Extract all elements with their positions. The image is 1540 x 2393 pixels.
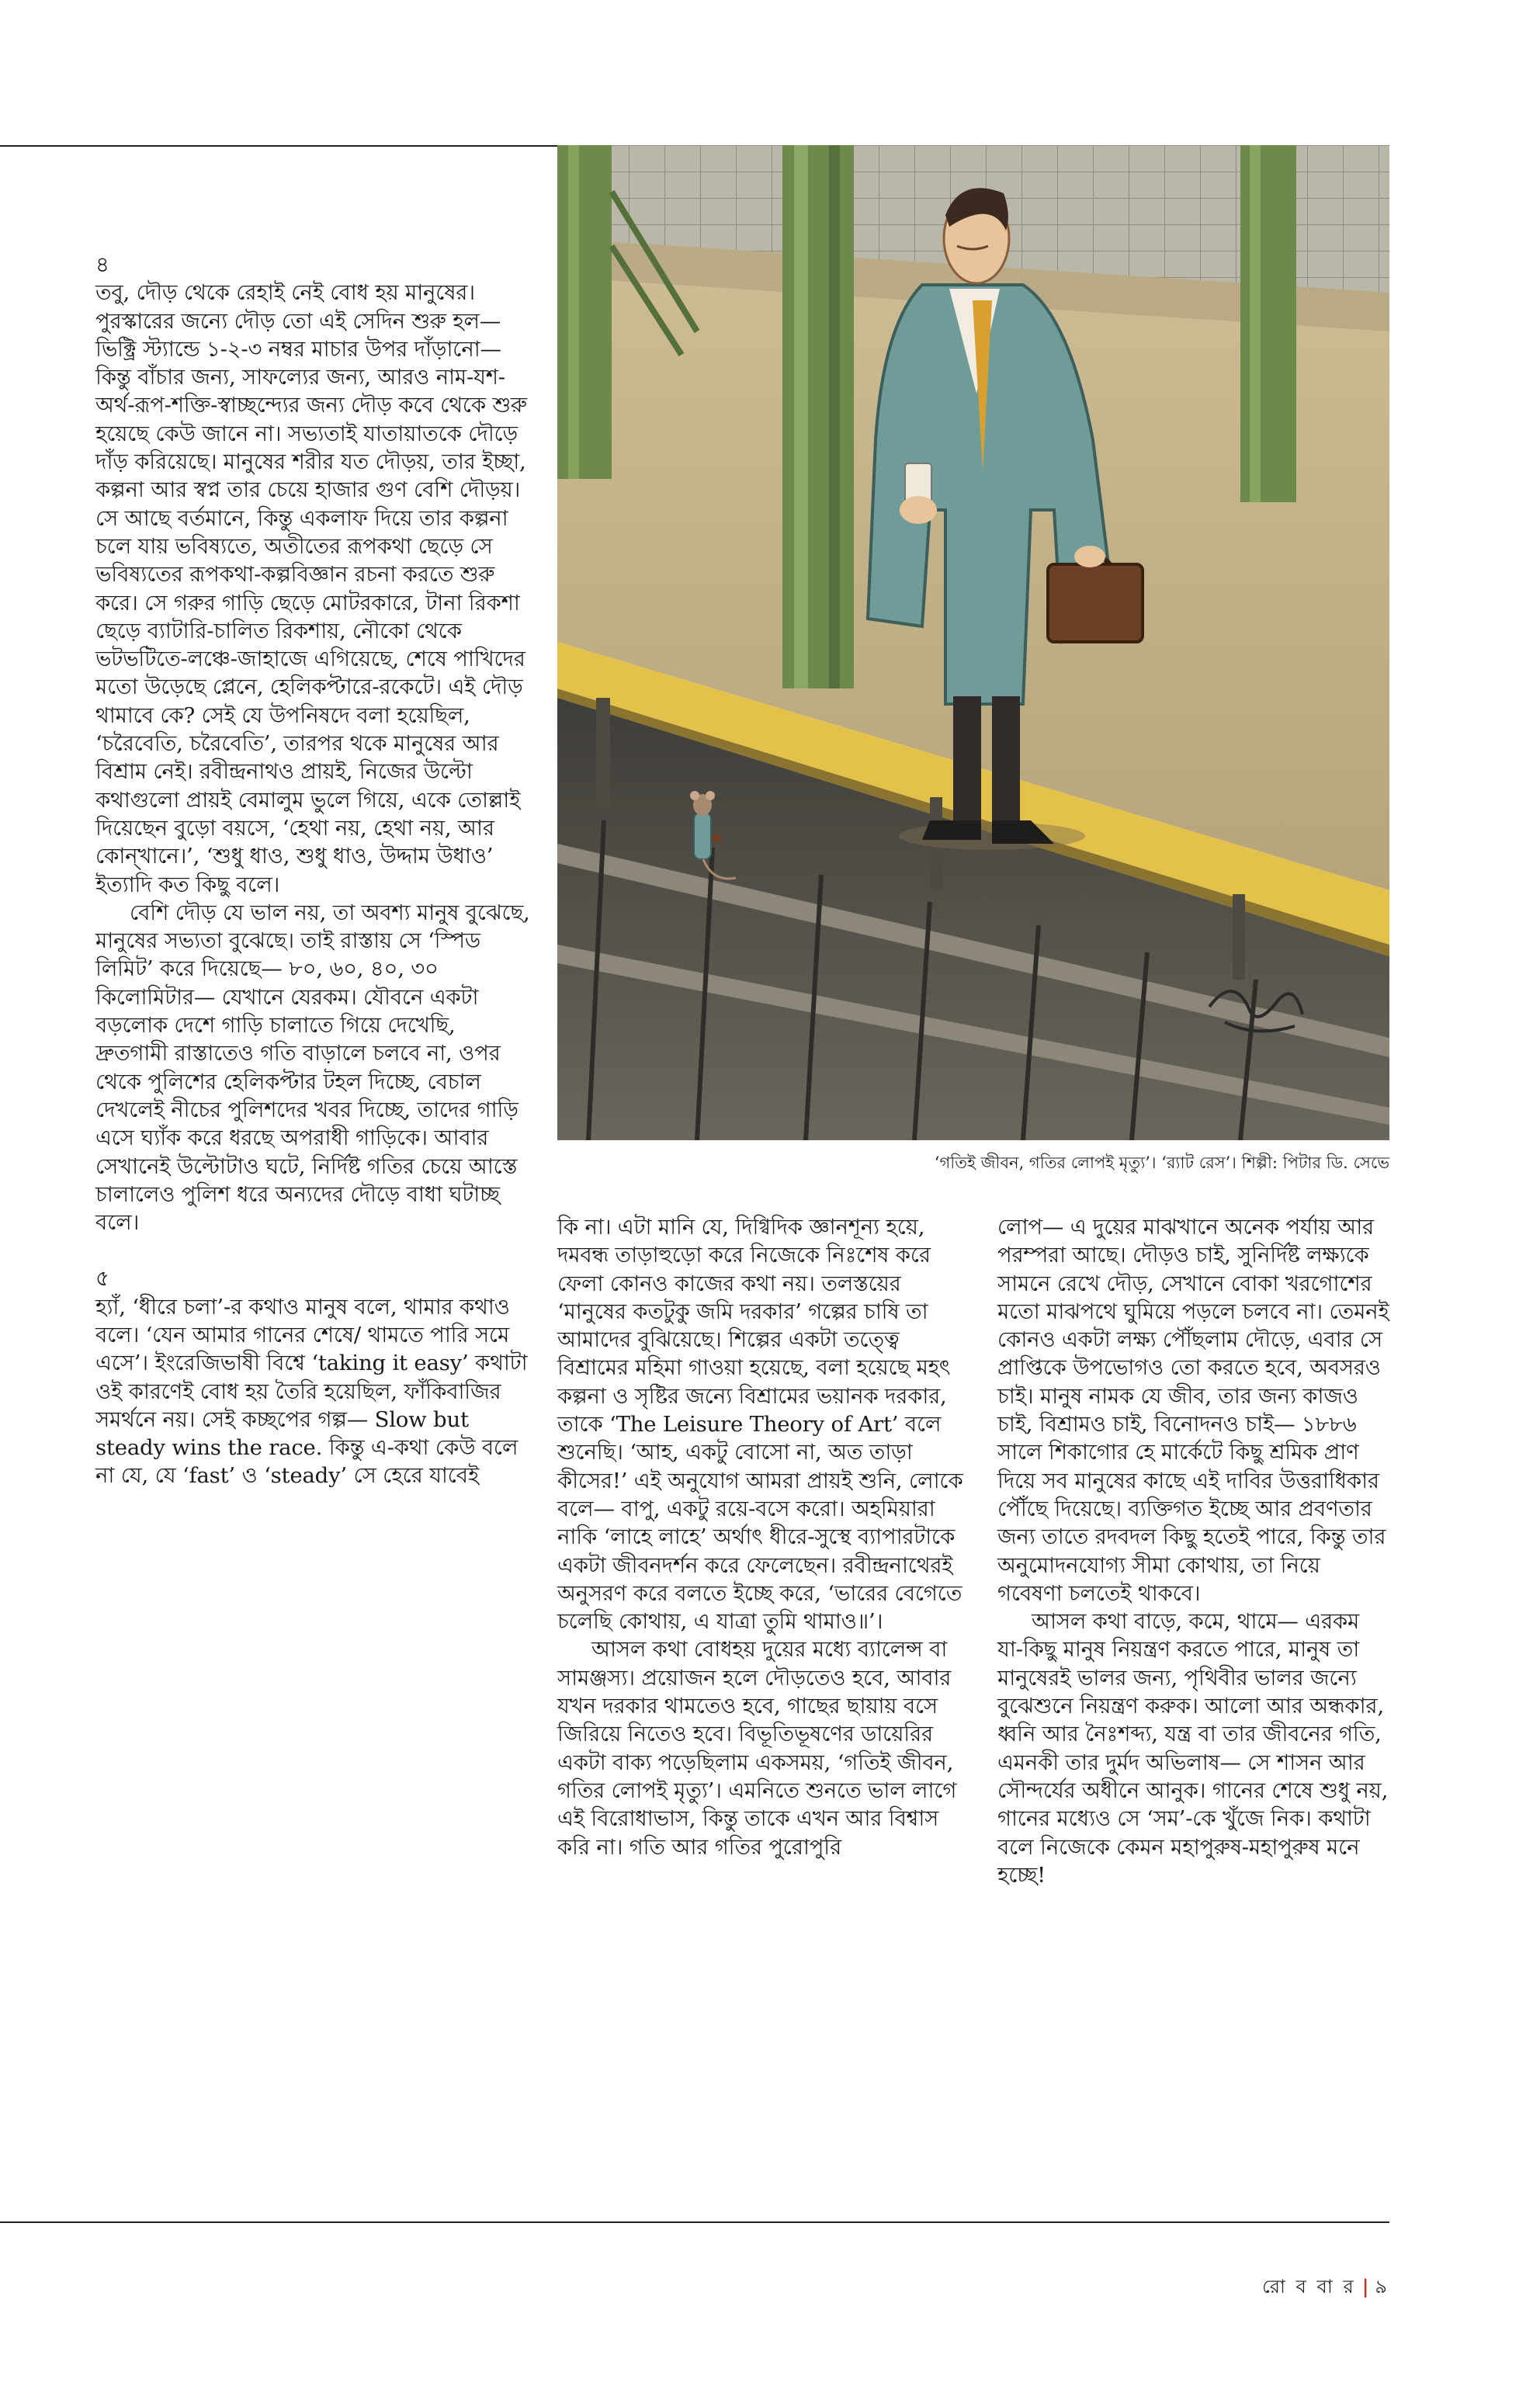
paragraph: আসল কথা বোধহয় দুয়ের মধ্যে ব্যালেন্স বা সামঞ্জস্য। প্রয়োজন হলে দৌড়তেও হবে, আবার যখন দরকার থামতেও হবে, গাছের ছায়ায় বসে জিরিয়ে নিতেও হবে। বিভূতিভূষণের ডায়েরির একটা বাক্য পড়েছিলাম একসময়, ‘গতিই জীবন, গতির লোপই মৃত্যু’। এমনিতে শুনতে ভাল লাগে এই বিরোধাভাস, কিন্তু তাকে এখন আর বিশ্বাস করি না। গতি আর গতির পুরোপুরি [557, 1637, 957, 1860]
page-number: ৯ [1375, 2276, 1389, 2298]
illustration-caption: ‘গতিই জীবন, গতির লোপই মৃত্যু’। ‘র‍্যাট রেস’। শিল্পী: পিটার ডি. সেভে [934, 1153, 1389, 1172]
section-number-4: ৪ [95, 252, 109, 277]
page-footer [1262, 2273, 1389, 2304]
paragraph: হ্যাঁ, ‘ধীরে চলা’-র কথাও মানুষ বলে, থামার কথাও বলে। ‘যেন আমার গানের শেষে/ থামতে পারি সমে এসে’। ইংরেজিভাষী বিশ্বে ‘taking it easy’ কথাটা ওই কারণেই বোধ হয় তৈরি হয়েছিল, ফাঁকিবাজির সমর্থনে নয়। সেই কচ্ছপের গল্প— Slow but steady wins the race. কিন্তু এ-কথা কেউ বলে না যে, যে ‘fast’ ও ‘steady’ সে হেরে যাবেই [95, 1294, 528, 1489]
section-number-5: ৫ [95, 1266, 109, 1292]
article-column-3 [997, 1213, 1389, 1889]
paragraph: তবু, দৌড় থেকে রেহাই নেই বোধ হয় মানুষের। পুরস্কারের জন্যে দৌড় তো এই সেদিন শুরু হল— ভিক্ট্রি স্ট্যান্ডে ১-২-৩ নম্বর মাচার উপর দাঁড়ানো— কিন্তু বাঁচার জন্য, সাফল্যের জন্য, আরও নাম-যশ-অর্থ-রূপ-শক্তি-স্বাচ্ছন্দ্যের জন্য দৌড় কবে থেকে শুরু হয়েছে কেউ জানে না। সভ্যতাই যাতায়াতকে দৌড়ে দাঁড় করিয়েছে। মানুষের শরীর যত দৌড়য়, তার ইচ্ছা, কল্পনা আর স্বপ্ন তার চেয়ে হাজার গুণ বেশি দৌড়য়। সে আছে বর্তমানে, কিন্তু একলাফ দিয়ে তার কল্পনা চলে যায় ভবিষ্যতে, অতীতের রূপকথা ছেড়ে সে ভবিষ্যতের রূপকথা-কল্পবিজ্ঞান রচনা করতে শুরু করে। সে গরুর গাড়ি ছেড়ে মোটরকারে, টানা রিকশা ছেড়ে ব্যাটারি-চালিত রিকশায়, নৌকো থেকে ভটভটিতে-লঞ্চে-জাহাজে এগিয়েছে, শেষে পাখিদের মতো উড়েছে প্লেনে, হেলিকপ্টারে-রকেটে। এই দৌড় থামাবে কে? সেই যে উপনিষদে বলা হয়েছিল, ‘চরৈবেতি, চরৈবেতি’, তারপর থকে মানুষের আর বিশ্রাম নেই। রবীন্দ্রনাথও প্রায়ই, নিজের উল্টো কথাগুলো প্রায়ই বেমালুম ভুলে গিয়ে, একে তোল্লাই দিয়েছেন বুড়ো বয়সে, ‘হেথা নয়, হেথা নয়, আর কোন্‌খানে।’, ‘শুধু ধাও, শুধু ধাও, উদ্দাম উধাও’ ইত্যাদি কত কিছু বলে। [95, 280, 527, 897]
article-column-2 [557, 1213, 969, 1861]
paragraph: লোপ— এ দুয়ের মাঝখানে অনেক পর্যায় আর পরম্পরা আছে। দৌড়ও চাই, সুনির্দিষ্ট লক্ষ্যকে সামনে রেখে দৌড়, সেখানে বোকা খরগোশের মতো মাঝপথে ঘুমিয়ে পড়লে চলবে না। তেমনই কোনও একটা লক্ষ্য পৌঁছলাম দৌড়ে, এবার সে প্রাপ্তিকে উপভোগও তো করতে হবে, অবসরও চাই। মানুষ নামক যে জীব, তার জন্য কাজও চাই, বিশ্রামও চাই, বিনোদনও চাই— ১৮৮৬ সালে শিকাগোর হে মার্কেটে কিছু শ্রমিক প্রাণ দিয়ে সব মানুষের কাছে এই দাবির উত্তরাধিকার পৌঁছে দিয়েছে। ব্যক্তিগত ইচ্ছে আর প্রবণতার জন্য তাতে রদবদল কিছু হতেই পারে, কিন্তু তার অনুমোদনযোগ্য সীমা কোথায়, তা নিয়ে গবেষণা চলতেই থাকবে। [997, 1215, 1389, 1606]
footer-separator: | [1361, 2275, 1369, 2298]
rat-race-illustration [557, 145, 1389, 1140]
illustration [557, 145, 1389, 1140]
paragraph: আসল কথা বাড়ে, কমে, থামে— এরকম যা-কিছু মানুষ নিয়ন্ত্রণ করতে পারে, মানুষ তা মানুষেরই ভালর জন্য, পৃথিবীর ভালর জন্যে বুঝেশুনে নিয়ন্ত্রণ করুক। আলো আর অন্ধকার, ধ্বনি আর নৈঃশব্দ্য, যন্ত্র বা তার জীবনের গতি, এমনকী তার দুর্মদ অভিলাষ— সে শাসন আর সৌন্দর্যের অধীনে আনুক। গানের শেষে শুধু নয়, গানের মধ্যেও সে ‘সম’-কে খুঁজে নিক। কথাটা বলে নিজেকে কেমন মহাপুরুষ-মহাপুরুষ মনে হচ্ছে! [997, 1609, 1389, 1888]
bottom-rule [0, 2221, 1389, 2223]
article-column-1 [95, 251, 530, 1490]
paragraph: কি না। এটা মানি যে, দিগ্বিদিক জ্ঞানশূন্য হয়ে, দমবন্ধ তাড়াহুড়ো করে নিজেকে নিঃশেষ করে ফেলা কোনও কাজের কথা নয়। তলস্তয়ের ‘মানুষের কতটুকু জমি দরকার’ গল্পের চাষি তা আমাদের বুঝিয়েছে। শিল্পের একটা তত্ত্বে বিশ্রামের মহিমা গাওয়া হয়েছে, বলা হয়েছে মহৎ কল্পনা ও সৃষ্টির জন্যে বিশ্রামের ভয়ানক দরকার, তাকে ‘The Leisure Theory of Art’ বলে শুনেছি। ‘আহ, একটু বোসো না, অত তাড়া কীসের!’ এই অনুযোগ আমরা প্রায়ই শুনি, লোকে বলে— বাপু, একটু রয়ে-বসে করো। অহমিয়ারা নাকি ‘লাহে লাহে’ অর্থাৎ ধীরে-সুস্থে ব্যাপারটাকে একটা জীবনদর্শন করে ফেলেছেন। রবীন্দ্রনাথেরই অনুসরণ করে বলতে ইচ্ছে করে, ‘ভারের বেগেতে চলেছি কোথায়, এ যাত্রা তুমি থামাও॥’। [557, 1215, 963, 1635]
publication-name: রো ব বা র [1262, 2276, 1356, 2298]
paragraph: বেশি দৌড় যে ভাল নয়, তা অবশ্য মানুষ বুঝেছে, মানুষের সভ্যতা বুঝেছে। তাই রাস্তায় সে ‘স্পিড লিমিট’ করে দিয়েছে— ৮০, ৬০, ৪০, ৩০ কিলোমিটার— যেখানে যেরকম। যৌবনে একটা বড়লোক দেশে গাড়ি চালাতে গিয়ে দেখেছি, দ্রুতগামী রাস্তাতেও গতি বাড়ালে চলবে না, ওপর থেকে পুলিশের হেলিকপ্টার টহল দিচ্ছে, বেচাল দেখলেই নীচের পুলিশদের খবর দিচ্ছে, তাদের গাড়ি এসে ঘ্যাঁক করে ধরছে অপরাধী গাড়িকে। আবার সেখানেই উল্টোটাও ঘটে, নির্দিষ্ট গতির চেয়ে আস্তে চালালেও পুলিশ ধরে অন্যদের দৌড়ে বাধা ঘটাচ্ছ বলে। [95, 900, 530, 1236]
